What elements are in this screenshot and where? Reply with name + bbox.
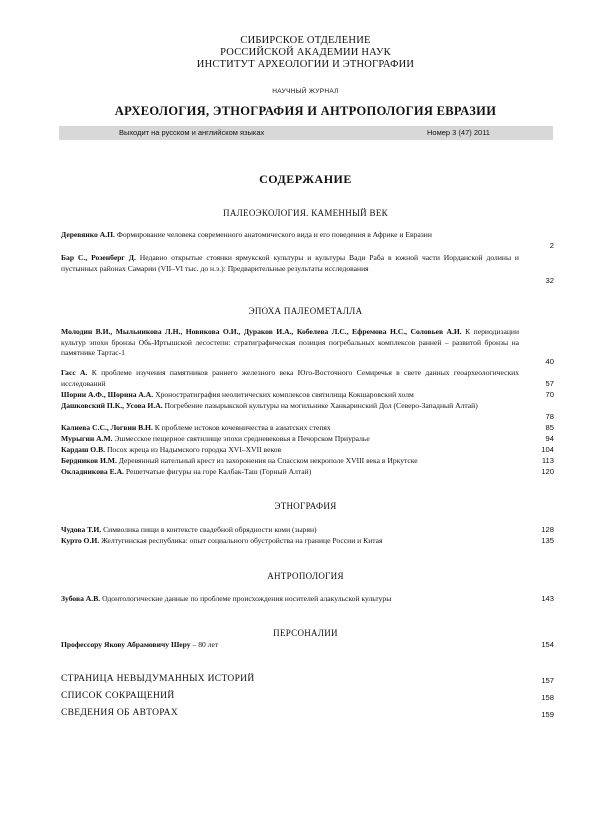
entry-authors: Гасс А. <box>61 368 88 377</box>
issue-bar <box>59 126 553 140</box>
entry-page: 135 <box>541 536 554 545</box>
journal-type: НАУЧНЫЙ ЖУРНАЛ <box>272 88 339 95</box>
backmatter-item[interactable]: СТРАНИЦА НЕВЫДУМАННЫХ ИСТОРИЙ <box>61 674 255 684</box>
entry-title: К периодизации культур эпохи бронзы Обь-Иртышской лесостепи: стратиграфическая позиция погребальных комплексов ранней – развитой бронзы на памятнике Тартас-1 <box>61 327 520 357</box>
entry-title: Символика пищи в контексте свадебной обрядности коми (зырян) <box>103 525 317 534</box>
entry-authors: Профессору Якову Абрамовичу Шеру <box>61 640 191 649</box>
toc-entry[interactable] <box>61 536 519 547</box>
entry-title: Погребение пазырыкской культуры на могильнике Ханкаринский Дол (Северо-Западный Алтай) <box>164 401 478 410</box>
backmatter-page: 158 <box>541 693 554 702</box>
toc-entry[interactable] <box>61 390 519 401</box>
toc-entry[interactable] <box>61 640 519 651</box>
section-heading: ЭТНОГРАФИЯ <box>274 501 337 511</box>
issue-number: Номер 3 (47) 2011 <box>427 128 490 137</box>
entry-page: 120 <box>541 467 554 476</box>
entry-page: 128 <box>541 525 554 534</box>
publisher-line-1: СИБИРСКОЕ ОТДЕЛЕНИЕ <box>240 35 371 46</box>
entry-title: Решетчатые фигуры на горе Калбак-Таш (Горный Алтай) <box>125 467 312 476</box>
entry-title: К проблеме изучения памятников раннего железного века Юго-Восточного Семиречья в свете данных геоархеологических исследований <box>61 368 519 388</box>
toc-entry[interactable] <box>61 445 519 456</box>
toc-entry[interactable] <box>61 230 519 241</box>
section-heading: АНТРОПОЛОГИЯ <box>267 571 344 581</box>
entry-authors: Бар С., Розенберг Д. <box>61 253 136 262</box>
entry-authors: Деревянко А.П. <box>61 230 115 239</box>
section-heading: ПАЛЕОЭКОЛОГИЯ. КАМЕННЫЙ ВЕК <box>223 208 388 218</box>
toc-entry[interactable] <box>61 525 519 536</box>
entry-title: Деревянный нательный крест из захоронения на Спасском некрополе XVIII века в Иркутске <box>118 456 418 465</box>
toc-title: СОДЕРЖАНИЕ <box>259 172 352 186</box>
entry-page: 40 <box>545 357 554 366</box>
toc-entry[interactable] <box>61 327 519 359</box>
backmatter-page: 157 <box>541 676 554 685</box>
section-heading: ЭПОХА ПАЛЕОМЕТАЛЛА <box>248 306 363 316</box>
backmatter-page: 159 <box>541 710 554 719</box>
entry-title: Хроностратиграфия неолитических комплексов святилища Кокшаровский холм <box>155 390 414 399</box>
entry-title: Одонтологические данные по проблеме происхождения носителей алакульской культуры <box>102 594 392 603</box>
entry-page: 70 <box>545 390 554 399</box>
entry-page: 113 <box>541 456 554 465</box>
entry-page: 32 <box>545 276 554 285</box>
entry-title: – 80 лет <box>192 640 219 649</box>
entry-authors: Шорин А.Ф., Шорина А.А. <box>61 390 154 399</box>
entry-authors: Чудова Т.И. <box>61 525 102 534</box>
journal-title: АРХЕОЛОГИЯ, ЭТНОГРАФИЯ И АНТРОПОЛОГИЯ ЕВРАЗИИ <box>114 104 497 118</box>
entry-title: Формирование человека современного анатомического вида и его поведения в Африке и Евразии <box>116 230 432 239</box>
entry-authors: Бердников И.М. <box>61 456 117 465</box>
entry-title: Посох жреца из Надымского городка XVI–XVII веков <box>106 445 282 454</box>
toc-entry[interactable] <box>61 368 519 389</box>
entry-title: К проблеме истоков кочевничества в азиатских степях <box>154 423 331 432</box>
entry-authors: Кардаш О.В. <box>61 445 106 454</box>
entry-page: 104 <box>541 445 554 454</box>
entry-authors: Дашковский П.К., Усова И.А. <box>61 401 163 410</box>
toc-entry[interactable] <box>61 253 519 274</box>
entry-page: 143 <box>541 594 554 603</box>
toc-entry[interactable] <box>61 434 519 445</box>
entry-page: 94 <box>545 434 554 443</box>
entry-page: 78 <box>545 412 554 421</box>
entry-title: Недавно открытые стоянки ярмукской культуры и культуры Вади Раба в южной части Иорданской долины и пустынных районах Самарии (VII–VI тыс. до н.э.): Предварительные результаты исследования <box>61 253 519 273</box>
publisher-line-3: ИНСТИТУТ АРХЕОЛОГИИ И ЭТНОГРАФИИ <box>196 59 415 70</box>
toc-entry[interactable] <box>61 594 519 605</box>
entry-page: 2 <box>549 241 554 250</box>
entry-title: Желтугинская республика: опыт социального обустройства на границе России и Китая <box>101 536 383 545</box>
section-heading: ПЕРСОНАЛИИ <box>273 628 338 638</box>
entry-page: 57 <box>545 379 554 388</box>
entry-authors: Калиева С.С., Логвин В.Н. <box>61 423 153 432</box>
toc-entry[interactable] <box>61 456 519 467</box>
languages-note: Выходит на русском и английском языках <box>119 128 265 137</box>
toc-entry[interactable] <box>61 467 519 478</box>
toc-entry[interactable] <box>61 423 519 434</box>
entry-authors: Курто О.И. <box>61 536 100 545</box>
entry-authors: Окладникова Е.А. <box>61 467 124 476</box>
entry-authors: Зубова А.В. <box>61 594 101 603</box>
entry-authors: Мурыгин А.М. <box>61 434 113 443</box>
entry-title: Эшмесское пещерное святилище эпохи средневековья в Печорском Приуралье <box>114 434 370 443</box>
entry-authors: Молодин В.И., Мыльникова Л.Н., Новикова О.И., Дураков И.А., Кобелева Л.С., Ефремова Н.С., Соловьев А.И. <box>61 327 462 336</box>
toc-entry[interactable] <box>61 401 519 412</box>
entry-page: 85 <box>545 423 554 432</box>
publisher-line-2: РОССИЙСКОЙ АКАДЕМИИ НАУК <box>220 47 391 58</box>
backmatter-item[interactable]: СВЕДЕНИЯ ОБ АВТОРАХ <box>61 708 178 718</box>
entry-page: 154 <box>541 640 554 649</box>
backmatter-item[interactable]: СПИСОК СОКРАЩЕНИЙ <box>61 691 175 701</box>
